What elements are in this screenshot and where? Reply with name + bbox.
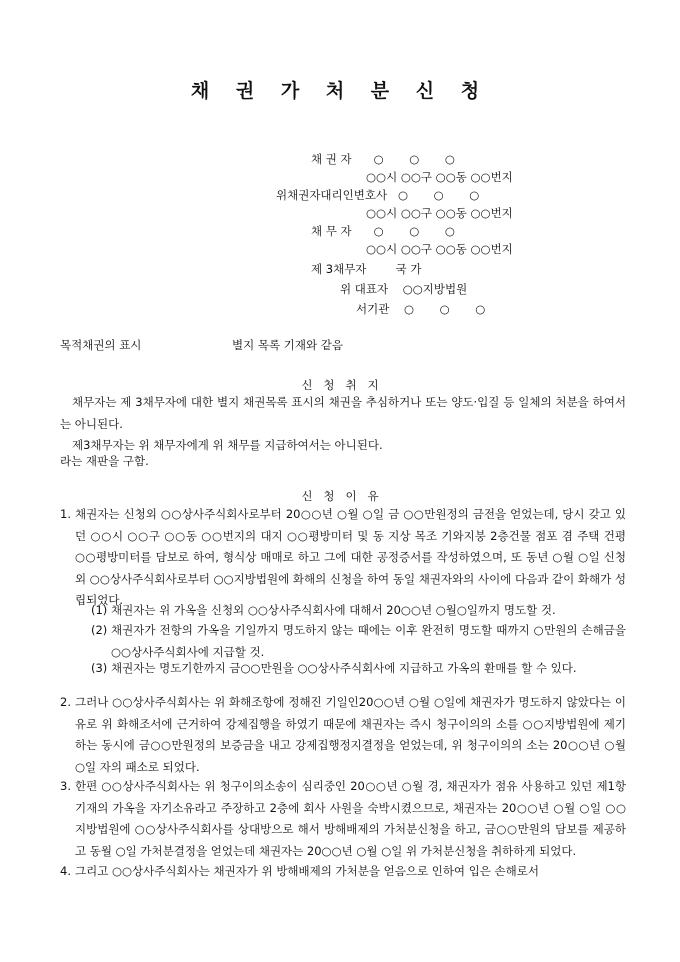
purpose-heading: 신 청 취 지 xyxy=(301,378,379,392)
subitem-text: 채권자는 명도기한까지 금○○만원을 ○○상사주식회사에 지급하고 가옥의 환매를 할 수 있다. xyxy=(111,661,577,675)
reason-subitem-3 xyxy=(91,658,626,680)
subitem-number: (2) xyxy=(91,623,108,637)
debtor-line: 채 무 자 ○ ○ ○ xyxy=(311,224,455,238)
reason-subitem-1 xyxy=(91,600,626,622)
item-number: 4. xyxy=(60,864,71,878)
purpose-paragraph-2: 제3채무자는 위 채무자에게 위 채무를 지급하여서는 아니된다. xyxy=(72,438,383,452)
creditor-address: ○○시 ○○구 ○○동 ○○번지 xyxy=(366,170,513,184)
subitem-text: 채권자가 전항의 가옥을 기일까지 명도하지 않는 때에는 이후 완전히 명도할 때까지 ○만원의 손해금을 ○○상사주식회사에 지급할 것. xyxy=(111,623,626,659)
item-text: 그리고 ○○상사주식회사는 채권자가 위 방해배제의 가처분을 얻음으로 인하여 입은 손해로서 xyxy=(75,864,539,878)
item-number: 2. xyxy=(60,695,71,709)
clerk-line: 서기관 ○ ○ ○ xyxy=(356,302,486,316)
representative-line: 위 대표자 ○○지방법원 xyxy=(340,282,468,296)
subitem-number: (3) xyxy=(91,661,108,675)
subitem-number: (1) xyxy=(91,603,108,617)
item-text: 채권자는 신청외 ○○상사주식회사로부터 20○○년 ○월 ○일 금 ○○만원정의 금전을 얻었는데, 당시 갖고 있던 ○○시 ○○구 ○○동 ○○번지의 대지 ○○평방미터 및 동 지상 목조 기와지붕 2층건물 점포 겸 주택 건평 ○○평방미터를 담보로 하여, 형식상 매매로 하고 그에 대한 공정증서를 작성하였으며, 또 동년 ○월 ○일 신청외 ○○상사주식회사로부터 ○○지방법원에 화해의 신청을 하여 동일 채권자와의 사이에 다음과 같이 화해가 성립되었다. xyxy=(75,507,626,607)
purpose-paragraph-1: 채무자는 제 3채무자에 대한 별지 채권목록 표시의 채권을 추심하거나 또는 양도·입질 등 일체의 처분을 하여서는 아니된다. xyxy=(60,395,626,431)
target-claim-label: 목적채권의 표시 xyxy=(60,338,142,352)
reason-item-3 xyxy=(60,776,626,862)
reason-item-1 xyxy=(60,504,626,612)
document-title: 채 권 가 처 분 신 청 xyxy=(190,80,490,102)
debtor-address: ○○시 ○○구 ○○동 ○○번지 xyxy=(366,242,513,256)
attorney-address: ○○시 ○○구 ○○동 ○○번지 xyxy=(366,206,513,220)
reasons-heading: 신 청 이 유 xyxy=(301,489,379,503)
subitem-text: 채권자는 위 가옥을 신청외 ○○상사주식회사에 대해서 20○○년 ○월○일까지 명도할 것. xyxy=(111,603,556,617)
reason-item-4 xyxy=(60,861,626,883)
reason-item-2 xyxy=(60,692,626,778)
reason-subitem-2 xyxy=(91,620,626,663)
item-text: 그러나 ○○상사주식회사는 위 화해조항에 정해진 기일인20○○년 ○월 ○일에 채권자가 명도하지 않았다는 이유로 위 화해조서에 근거하여 강제집행을 하였기 때문에 채권자는 즉시 청구이의의 소를 ○○지방법원에 제기하는 동시에 금○○만원정의 보증금을 내고 강제집행정지결정을 얻었는데, 위 청구이의의 소는 20○○년 ○월 ○일 자의 패소로 되었다. xyxy=(75,695,626,774)
creditor-attorney-line: 위채권자대리인변호사 ○ ○ ○ xyxy=(276,188,480,202)
target-claim-value: 별지 목록 기재와 같음 xyxy=(232,338,343,352)
third-debtor-line: 제 3채무자 국 가 xyxy=(311,262,422,276)
creditor-line: 채 권 자 ○ ○ ○ xyxy=(311,152,455,166)
item-number: 1. xyxy=(60,507,71,521)
purpose-paragraph-3: 라는 재판을 구함. xyxy=(60,454,149,468)
item-number: 3. xyxy=(60,779,71,793)
item-text: 한편 ○○상사주식회사는 위 청구이의소송이 심리중인 20○○년 ○월 경, 채권자가 점유 사용하고 있던 제1항 기재의 가옥을 자기소유라고 주장하고 2층에 회사 사원을 숙박시켰으므로, 채권자는 20○○년 ○월 ○일 ○○지방법원에 ○○상사주식회사를 상대방으로 해서 방해배제의 가처분신청을 하고, 금○○만원의 담보를 제공하고 동월 ○일 가처분결정을 얻었는데 채권자는 20○○년 ○월 ○일 위 가처분신청을 취하하게 되었다. xyxy=(75,779,626,858)
